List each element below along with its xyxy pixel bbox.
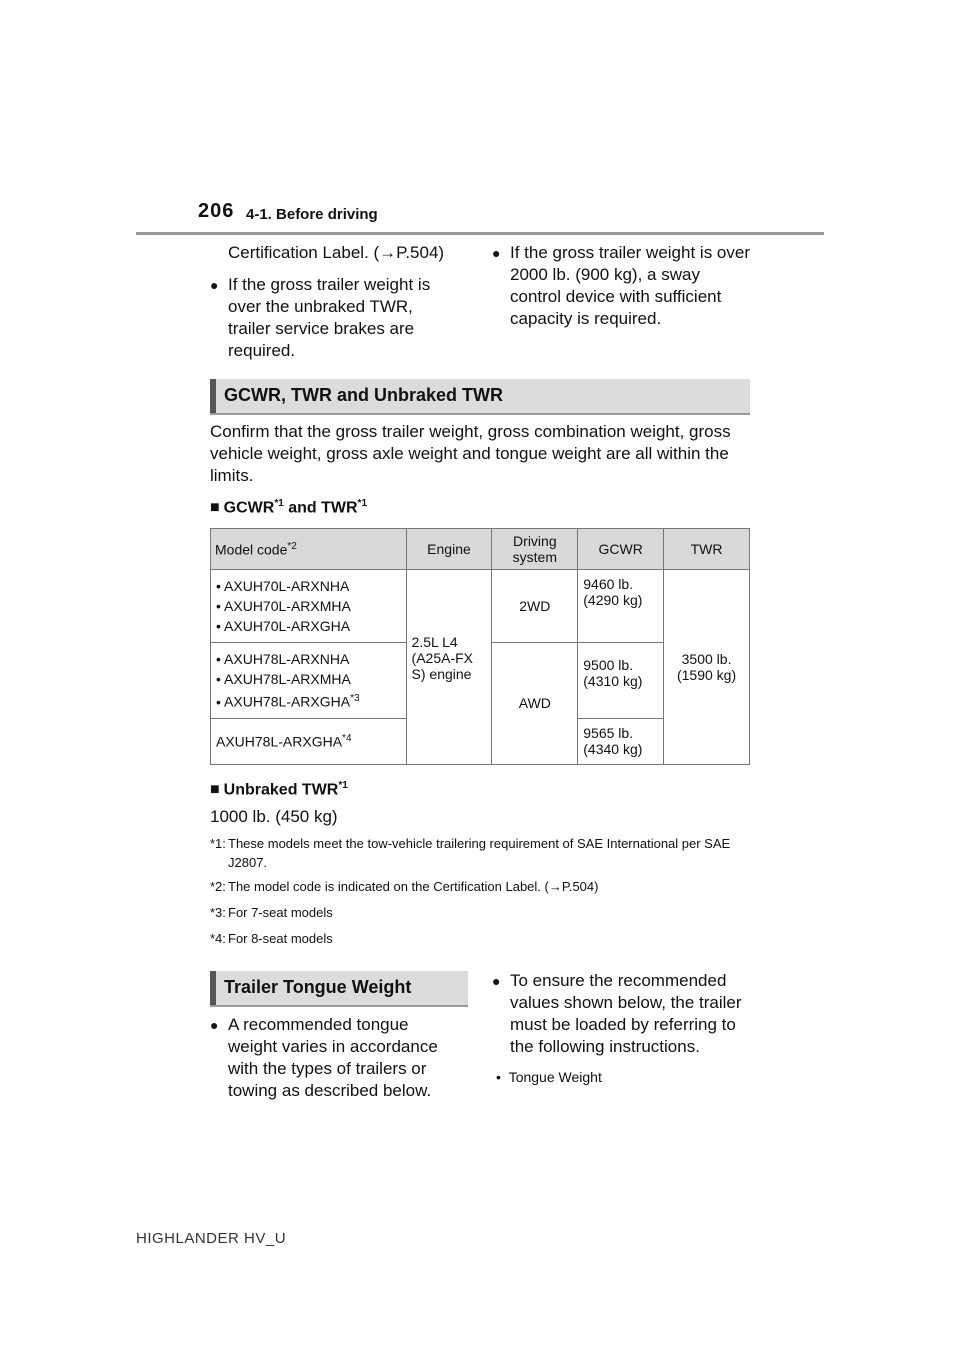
square-bullet-icon: ■: [210, 499, 220, 517]
bullet-text: To ensure the recommended values shown below, the trailer must be loaded by referring to the following instructions.: [510, 971, 742, 1056]
header-rule: [136, 232, 824, 235]
page-number: 206: [198, 200, 235, 222]
model-list-cell: [211, 570, 407, 643]
bullet-text: A recommended tongue weight varies in accordance with the types of trailers or towing as described below.: [228, 1015, 438, 1100]
bullet-dot-icon: ●: [492, 973, 501, 989]
section-heading: GCWR, TWR and Unbraked TWR: [210, 379, 750, 413]
intro-paragraph: Confirm that the gross trailer weight, gross combination weight, gross vehicle weight, gross axle weight and tongue weight are all within the limits.: [210, 422, 731, 485]
gcwr-cell: 9565 lb. (4340 kg): [578, 718, 664, 764]
table-header-row: [211, 529, 750, 570]
list-item: • AXUH70L-ARXGHA: [216, 616, 401, 636]
section-heading: Trailer Tongue Weight: [210, 971, 468, 1005]
header-driving-system: Driving system: [492, 529, 578, 570]
footnote: *1: These models meet the tow-vehicle trailering requirement of SAE International per SAE J2807.: [210, 836, 731, 870]
bullet-text: If the gross trailer weight is over the unbraked TWR, trailer service brakes are required.: [228, 275, 431, 360]
list-item: • AXUH78L-ARXNHA: [216, 649, 401, 669]
footnote: *2: The model code is indicated on the Certification Label. (→P.504): [210, 879, 599, 894]
bullet-dot-icon: ●: [492, 245, 501, 261]
top-right-column: [492, 242, 752, 330]
tongue-right-column: [492, 970, 752, 1088]
drive-2wd-cell: 2WD: [492, 570, 578, 643]
header-model-code: Model code$^{*2}$: [211, 529, 407, 570]
bullet-item: [210, 274, 460, 362]
gcwr-table: [210, 528, 750, 765]
footer-model: HIGHLANDER HV_U: [136, 1230, 287, 1247]
top-left-column: [210, 242, 460, 362]
footnote: *3: For 7-seat models: [210, 905, 333, 920]
header-twr: TWR: [664, 529, 750, 570]
list-item: • AXUH70L-ARXNHA: [216, 576, 401, 596]
footnotes: [210, 834, 750, 948]
section-title: 4-1. Before driving: [246, 206, 378, 223]
bullet-dot-icon: ●: [210, 277, 219, 293]
unbraked-value: 1000 lb. (450 kg): [210, 807, 338, 826]
heading-underline: [210, 413, 750, 415]
engine-cell: 2.5L L4 (A25A-FX S) engine: [406, 570, 492, 765]
bullet-item: [492, 242, 752, 330]
model-cell: AXUH78L-ARXGHA$^{*4}$: [211, 718, 407, 764]
bullet-text: If the gross trailer weight is over 2000 lb. (900 kg), a sway control device with sufficient capacity is required.: [510, 243, 750, 328]
bullet-item: [492, 970, 752, 1058]
subhead-unbraked: ■ Unbraked TWR$^{*1}$: [210, 780, 348, 799]
twr-cell: 3500 lb. (1590 kg): [664, 570, 750, 765]
bullet-item: [210, 1014, 460, 1102]
list-item: • AXUH78L-ARXGHA$^{*3}$: [216, 689, 401, 712]
footnote: *4: For 8-seat models: [210, 931, 333, 946]
tongue-left-column: [210, 1014, 460, 1102]
gcwr-cell: 9460 lb. (4290 kg): [578, 570, 664, 643]
drive-awd-cell: AWD: [492, 643, 578, 765]
bullet-dot-icon: ●: [210, 1017, 219, 1033]
list-item: • AXUH78L-ARXMHA: [216, 669, 401, 689]
subhead-gcwr: ■ GCWR$^{*1}$ and TWR$^{*1}$: [210, 498, 367, 517]
header-gcwr: GCWR: [578, 529, 664, 570]
sub-bullet: • Tongue Weight: [496, 1069, 602, 1085]
list-item: • AXUH70L-ARXMHA: [216, 596, 401, 616]
continued-text: Certification Label. (→P.504): [228, 243, 445, 262]
table-row: [211, 570, 750, 643]
model-list-cell: [211, 643, 407, 719]
header-engine: Engine: [406, 529, 492, 570]
gcwr-cell: 9500 lb. (4310 kg): [578, 643, 664, 719]
square-bullet-icon: ■: [210, 781, 220, 799]
heading-underline: [210, 1005, 468, 1007]
